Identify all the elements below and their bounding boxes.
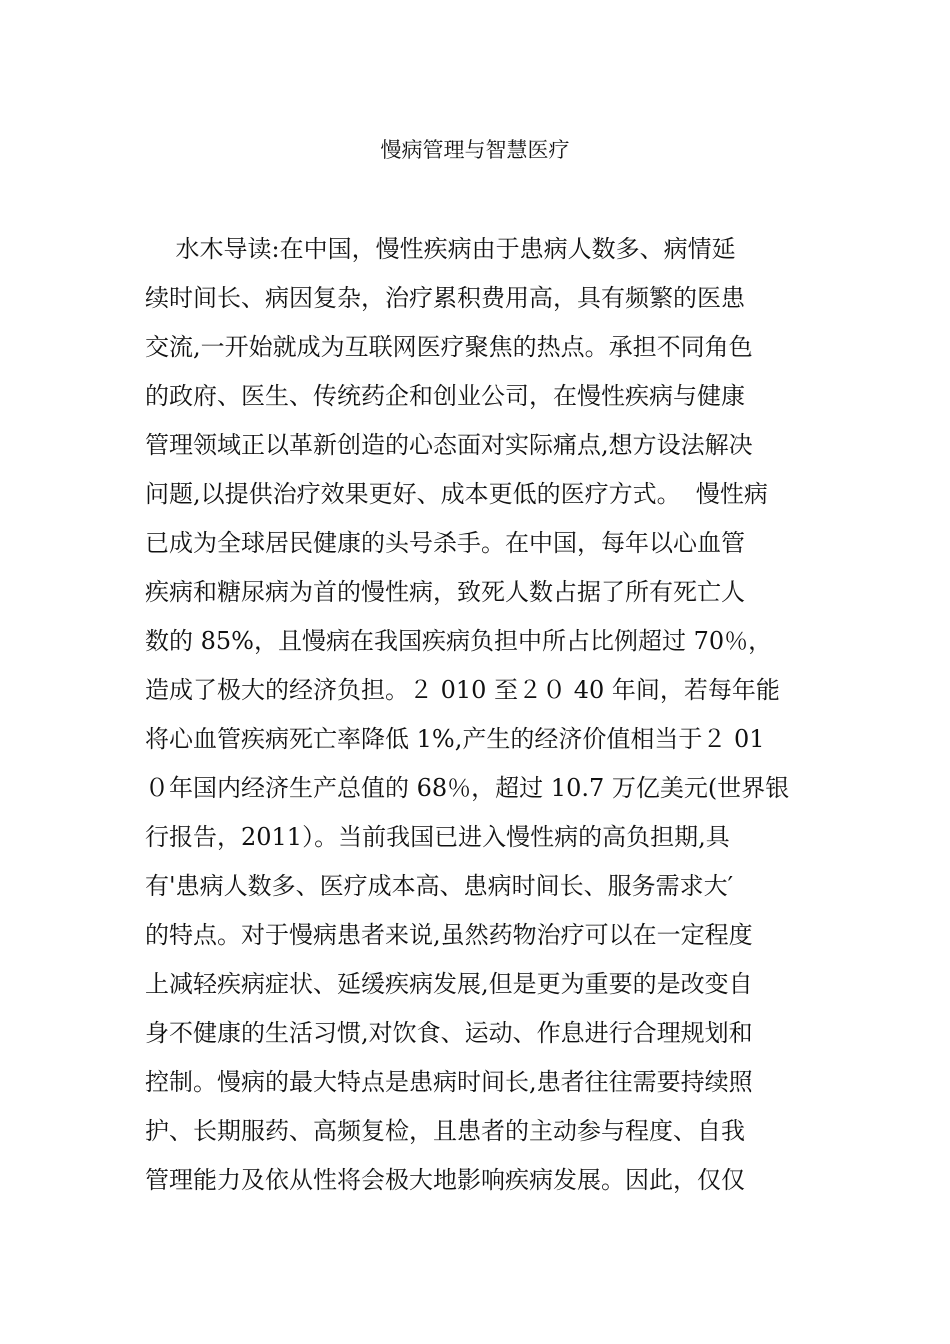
- body-line: 交流,一开始就成为互联网医疗聚焦的热点。承担不同角色: [145, 333, 753, 361]
- body-line: 上减轻疾病症状、延缓疾病发展,但是更为重要的是改变自: [145, 970, 753, 998]
- body-line: 续时间长、病因复杂，治疗累积费用高，具有频繁的医患: [145, 284, 745, 312]
- body-line: 管理领域正以革新创造的心态面对实际痛点,想方设法解决: [145, 431, 753, 459]
- body-line: 的政府、医生、传统药企和创业公司，在慢性疾病与健康: [145, 382, 745, 410]
- body-line: 已成为全球居民健康的头号杀手。在中国，每年以心血管: [145, 529, 745, 557]
- body-line: 数的 85%，且慢病在我国疾病负担中所占比例超过 70％，: [145, 627, 773, 655]
- body-line: 控制。慢病的最大特点是患病时间长,患者往往需要持续照: [145, 1068, 753, 1096]
- body-line: 身不健康的生活习惯,对饮食、运动、作息进行合理规划和: [145, 1019, 753, 1047]
- body-line: 行报告，2011）。当前我国已进入慢性病的高负担期,具: [145, 823, 730, 851]
- body-line: 疾病和糖尿病为首的慢性病，致死人数占据了所有死亡人: [145, 578, 745, 606]
- document-body: [145, 229, 815, 1209]
- body-line: 护、长期服药、高频复检，且患者的主动参与程度、自我: [145, 1117, 745, 1145]
- body-line: 水木导读:在中国，慢性疾病由于患病人数多、病情延: [145, 235, 736, 263]
- body-line: 造成了极大的经济负担。２ 010 至２０ 40 年间，若每年能: [145, 676, 780, 704]
- body-line: 有'患病人数多、医疗成本高、患病时间长、服务需求大′: [145, 872, 734, 900]
- document-title: 慢病管理与智慧医疗: [380, 138, 570, 162]
- body-line: ０年国内经济生产总值的 68％，超过 10.7 万亿美元(世界银: [145, 774, 790, 802]
- body-line: 的特点。对于慢病患者来说,虽然药物治疗可以在一定程度: [145, 921, 753, 949]
- body-line: 管理能力及依从性将会极大地影响疾病发展。因此，仅仅: [145, 1166, 745, 1194]
- body-line: 将心血管疾病死亡率降低 1%,产生的经济价值相当于２ 01: [145, 725, 765, 753]
- body-line: 问题,以提供治疗效果更好、成本更低的医疗方式。 慢性病: [145, 480, 768, 508]
